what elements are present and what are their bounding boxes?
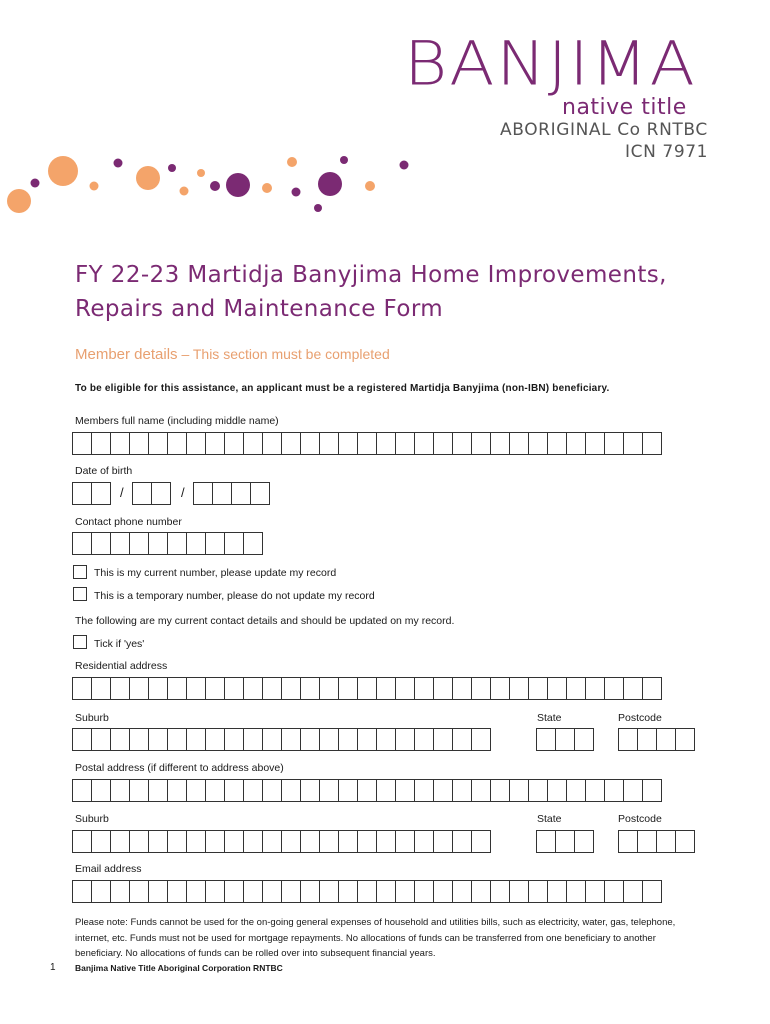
character-box[interactable] — [243, 830, 263, 853]
state-label: State — [537, 712, 562, 724]
postal-state-input[interactable] — [536, 830, 593, 853]
character-box[interactable] — [509, 432, 529, 455]
state-input[interactable] — [536, 728, 593, 751]
phone-input[interactable] — [72, 532, 262, 555]
form-title: FY 22-23 Martidja Banyjima Home Improvements, Repairs and Maintenance Form — [75, 262, 667, 322]
character-box[interactable] — [148, 677, 168, 700]
character-box[interactable] — [376, 432, 396, 455]
character-box[interactable] — [224, 728, 244, 751]
character-box[interactable] — [566, 432, 586, 455]
character-box[interactable] — [262, 779, 282, 802]
character-box[interactable] — [490, 677, 510, 700]
character-box[interactable] — [167, 880, 187, 903]
character-box[interactable] — [148, 830, 168, 853]
character-box[interactable] — [91, 482, 111, 505]
character-box[interactable] — [167, 779, 187, 802]
character-box[interactable] — [675, 728, 695, 751]
character-box[interactable] — [129, 677, 149, 700]
character-box[interactable] — [395, 880, 415, 903]
character-box[interactable] — [243, 779, 263, 802]
character-box[interactable] — [574, 830, 594, 853]
character-box[interactable] — [604, 779, 624, 802]
character-box[interactable] — [148, 880, 168, 903]
character-box[interactable] — [357, 880, 377, 903]
character-box[interactable] — [623, 880, 643, 903]
character-box[interactable] — [547, 432, 567, 455]
character-box[interactable] — [205, 728, 225, 751]
character-box[interactable] — [528, 432, 548, 455]
character-box[interactable] — [338, 728, 358, 751]
character-box[interactable] — [205, 432, 225, 455]
logo-wordmark: BANJIMA — [404, 28, 697, 100]
character-box[interactable] — [433, 779, 453, 802]
character-box[interactable] — [91, 880, 111, 903]
character-box[interactable] — [656, 830, 676, 853]
character-box[interactable] — [490, 432, 510, 455]
character-box[interactable] — [110, 880, 130, 903]
character-box[interactable] — [231, 482, 251, 505]
character-box[interactable] — [395, 677, 415, 700]
character-box[interactable] — [110, 779, 130, 802]
character-box[interactable] — [338, 830, 358, 853]
character-box[interactable] — [319, 779, 339, 802]
character-box[interactable] — [91, 432, 111, 455]
character-box[interactable] — [129, 432, 149, 455]
character-box[interactable] — [148, 779, 168, 802]
character-box[interactable] — [148, 432, 168, 455]
character-box[interactable] — [509, 880, 529, 903]
decorative-dots — [0, 140, 420, 220]
footer-org: Banjima Native Title Aboriginal Corporation RNTBC — [75, 963, 283, 973]
character-box[interactable] — [637, 728, 657, 751]
character-box[interactable] — [319, 677, 339, 700]
character-box[interactable] — [250, 482, 270, 505]
character-box[interactable] — [129, 830, 149, 853]
logo-corporation: ABORIGINAL Co RNTBC — [500, 120, 708, 140]
character-box[interactable] — [91, 677, 111, 700]
character-box[interactable] — [205, 532, 225, 555]
dob-day-input[interactable] — [72, 482, 110, 505]
character-box[interactable] — [338, 677, 358, 700]
section-heading — [75, 346, 390, 363]
character-box[interactable] — [528, 880, 548, 903]
character-box[interactable] — [167, 830, 187, 853]
character-box[interactable] — [414, 830, 434, 853]
character-box[interactable] — [642, 779, 662, 802]
character-box[interactable] — [547, 779, 567, 802]
email-input[interactable] — [72, 880, 661, 903]
character-box[interactable] — [205, 830, 225, 853]
character-box[interactable] — [91, 728, 111, 751]
character-box[interactable] — [205, 677, 225, 700]
character-box[interactable] — [585, 432, 605, 455]
character-box[interactable] — [433, 880, 453, 903]
character-box[interactable] — [186, 532, 206, 555]
character-box[interactable] — [357, 830, 377, 853]
character-box[interactable] — [452, 432, 472, 455]
postal-postcode-label: Postcode — [618, 813, 662, 825]
eligibility-note: To be eligible for this assistance, an applicant must be a registered Martidja Banyjima (non-IBN) beneficiary. — [75, 383, 610, 394]
character-box[interactable] — [72, 532, 92, 555]
character-box[interactable] — [452, 677, 472, 700]
phone-label: Contact phone number — [75, 516, 182, 528]
character-box[interactable] — [281, 728, 301, 751]
character-box[interactable] — [281, 830, 301, 853]
character-box[interactable] — [604, 432, 624, 455]
character-box[interactable] — [637, 830, 657, 853]
residential-address-input[interactable] — [72, 677, 661, 700]
character-box[interactable] — [281, 677, 301, 700]
character-box[interactable] — [167, 432, 187, 455]
character-box[interactable] — [471, 779, 491, 802]
character-box[interactable] — [132, 482, 152, 505]
character-box[interactable] — [433, 728, 453, 751]
postal-postcode-input[interactable] — [618, 830, 694, 853]
character-box[interactable] — [129, 880, 149, 903]
character-box[interactable] — [574, 728, 594, 751]
character-box[interactable] — [300, 728, 320, 751]
character-box[interactable] — [536, 830, 556, 853]
character-box[interactable] — [433, 432, 453, 455]
character-box[interactable] — [642, 677, 662, 700]
character-box[interactable] — [110, 728, 130, 751]
character-box[interactable] — [281, 432, 301, 455]
character-box[interactable] — [281, 779, 301, 802]
character-box[interactable] — [414, 728, 434, 751]
character-box[interactable] — [528, 779, 548, 802]
character-box[interactable] — [395, 728, 415, 751]
character-box[interactable] — [91, 532, 111, 555]
character-box[interactable] — [642, 432, 662, 455]
character-box[interactable] — [262, 880, 282, 903]
character-box[interactable] — [395, 432, 415, 455]
character-box[interactable] — [72, 830, 92, 853]
character-box[interactable] — [555, 728, 575, 751]
character-box[interactable] — [585, 880, 605, 903]
funding-note: Please note: Funds cannot be used for the on-going general expenses of household and utilities bills, such as electricity, water, gas, telephone, internet, etc. Funds must not be used for mortgage repayments. No allocations of funds can be transferred from one beneficiary to another beneficiary. No allocations of funds can be rolled over into subsequent financial years. — [75, 917, 676, 959]
character-box[interactable] — [338, 880, 358, 903]
character-box[interactable] — [129, 532, 149, 555]
character-box[interactable] — [585, 779, 605, 802]
character-box[interactable] — [395, 779, 415, 802]
character-box[interactable] — [224, 432, 244, 455]
postal-state-label: State — [537, 813, 562, 825]
character-box[interactable] — [110, 532, 130, 555]
character-box[interactable] — [72, 779, 92, 802]
character-box[interactable] — [675, 830, 695, 853]
character-box[interactable] — [509, 677, 529, 700]
dob-separator-2: / — [181, 485, 185, 500]
character-box[interactable] — [72, 728, 92, 751]
postcode-label: Postcode — [618, 712, 662, 724]
logo-tagline: native title — [562, 95, 687, 120]
phone-temporary-checkbox[interactable] — [73, 587, 87, 601]
character-box[interactable] — [471, 728, 491, 751]
character-box[interactable] — [224, 830, 244, 853]
character-box[interactable] — [623, 677, 643, 700]
character-box[interactable] — [604, 677, 624, 700]
email-label: Email address — [75, 863, 142, 875]
character-box[interactable] — [585, 677, 605, 700]
section-heading-main: Member details — [75, 346, 178, 363]
character-box[interactable] — [555, 830, 575, 853]
character-box[interactable] — [490, 880, 510, 903]
character-box[interactable] — [224, 532, 244, 555]
character-box[interactable] — [186, 432, 206, 455]
full-name-label: Members full name (including middle name) — [75, 415, 279, 427]
contact-statement: The following are my current contact details and should be updated on my record. — [75, 615, 455, 627]
character-box[interactable] — [186, 677, 206, 700]
character-box[interactable] — [547, 677, 567, 700]
character-box[interactable] — [224, 677, 244, 700]
character-box[interactable] — [618, 728, 638, 751]
character-box[interactable] — [224, 779, 244, 802]
character-box[interactable] — [566, 880, 586, 903]
character-box[interactable] — [452, 830, 472, 853]
tick-yes-label: Tick if 'yes' — [94, 638, 145, 650]
character-box[interactable] — [91, 830, 111, 853]
dob-year-input[interactable] — [193, 482, 269, 505]
character-box[interactable] — [376, 677, 396, 700]
character-box[interactable] — [566, 677, 586, 700]
logo-icn: ICN 7971 — [625, 142, 709, 162]
character-box[interactable] — [376, 728, 396, 751]
character-box[interactable] — [642, 880, 662, 903]
character-box[interactable] — [433, 830, 453, 853]
character-box[interactable] — [243, 728, 263, 751]
character-box[interactable] — [452, 728, 472, 751]
character-box[interactable] — [471, 432, 491, 455]
suburb-input[interactable] — [72, 728, 490, 751]
character-box[interactable] — [72, 482, 92, 505]
character-box[interactable] — [212, 482, 232, 505]
character-box[interactable] — [319, 432, 339, 455]
character-box[interactable] — [376, 880, 396, 903]
character-box[interactable] — [148, 532, 168, 555]
page-number: 1 — [50, 962, 56, 973]
character-box[interactable] — [433, 677, 453, 700]
character-box[interactable] — [490, 779, 510, 802]
character-box[interactable] — [656, 728, 676, 751]
character-box[interactable] — [167, 728, 187, 751]
character-box[interactable] — [547, 880, 567, 903]
character-box[interactable] — [338, 779, 358, 802]
character-box[interactable] — [623, 432, 643, 455]
character-box[interactable] — [300, 880, 320, 903]
character-box[interactable] — [357, 779, 377, 802]
character-box[interactable] — [243, 880, 263, 903]
character-box[interactable] — [262, 677, 282, 700]
character-box[interactable] — [167, 677, 187, 700]
tick-yes-checkbox[interactable] — [73, 635, 87, 649]
section-heading-sub: – This section must be completed — [181, 346, 390, 362]
character-box[interactable] — [224, 880, 244, 903]
phone-current-checkbox[interactable] — [73, 565, 87, 579]
character-box[interactable] — [618, 830, 638, 853]
character-box[interactable] — [319, 830, 339, 853]
character-box[interactable] — [167, 532, 187, 555]
character-box[interactable] — [243, 532, 263, 555]
character-box[interactable] — [186, 830, 206, 853]
character-box[interactable] — [129, 728, 149, 751]
character-box[interactable] — [281, 880, 301, 903]
character-box[interactable] — [319, 880, 339, 903]
character-box[interactable] — [72, 432, 92, 455]
character-box[interactable] — [186, 880, 206, 903]
character-box[interactable] — [186, 728, 206, 751]
dob-label: Date of birth — [75, 465, 133, 477]
character-box[interactable] — [414, 779, 434, 802]
character-box[interactable] — [110, 677, 130, 700]
character-box[interactable] — [300, 779, 320, 802]
character-box[interactable] — [566, 779, 586, 802]
character-box[interactable] — [604, 880, 624, 903]
character-box[interactable] — [471, 830, 491, 853]
character-box[interactable] — [110, 432, 130, 455]
character-box[interactable] — [528, 677, 548, 700]
character-box[interactable] — [376, 779, 396, 802]
character-box[interactable] — [262, 432, 282, 455]
character-box[interactable] — [262, 830, 282, 853]
character-box[interactable] — [471, 677, 491, 700]
character-box[interactable] — [91, 779, 111, 802]
character-box[interactable] — [243, 432, 263, 455]
character-box[interactable] — [193, 482, 213, 505]
character-box[interactable] — [205, 880, 225, 903]
character-box[interactable] — [243, 677, 263, 700]
postal-address-input[interactable] — [72, 779, 661, 802]
character-box[interactable] — [148, 728, 168, 751]
character-box[interactable] — [151, 482, 171, 505]
character-box[interactable] — [300, 830, 320, 853]
dob-month-input[interactable] — [132, 482, 170, 505]
character-box[interactable] — [357, 432, 377, 455]
character-box[interactable] — [623, 779, 643, 802]
full-name-input[interactable] — [72, 432, 661, 455]
character-box[interactable] — [395, 830, 415, 853]
character-box[interactable] — [471, 880, 491, 903]
phone-current-label: This is my current number, please update my record — [94, 567, 337, 579]
residential-address-label: Residential address — [75, 660, 168, 672]
postcode-input[interactable] — [618, 728, 694, 751]
character-box[interactable] — [536, 728, 556, 751]
character-box[interactable] — [414, 880, 434, 903]
character-box[interactable] — [376, 830, 396, 853]
postal-address-label: Postal address (if different to address above) — [75, 762, 284, 774]
character-box[interactable] — [452, 779, 472, 802]
character-box[interactable] — [205, 779, 225, 802]
character-box[interactable] — [129, 779, 149, 802]
character-box[interactable] — [110, 830, 130, 853]
postal-suburb-input[interactable] — [72, 830, 490, 853]
character-box[interactable] — [414, 432, 434, 455]
character-box[interactable] — [186, 779, 206, 802]
phone-temporary-label: This is a temporary number, please do not update my record — [94, 590, 375, 602]
suburb-label: Suburb — [75, 712, 109, 724]
character-box[interactable] — [338, 432, 358, 455]
character-box[interactable] — [414, 677, 434, 700]
character-box[interactable] — [357, 728, 377, 751]
character-box[interactable] — [452, 880, 472, 903]
dob-separator-1: / — [120, 485, 124, 500]
postal-suburb-label: Suburb — [75, 813, 109, 825]
character-box[interactable] — [357, 677, 377, 700]
character-box[interactable] — [72, 880, 92, 903]
character-box[interactable] — [72, 677, 92, 700]
character-box[interactable] — [319, 728, 339, 751]
character-box[interactable] — [300, 677, 320, 700]
character-box[interactable] — [262, 728, 282, 751]
character-box[interactable] — [509, 779, 529, 802]
character-box[interactable] — [300, 432, 320, 455]
